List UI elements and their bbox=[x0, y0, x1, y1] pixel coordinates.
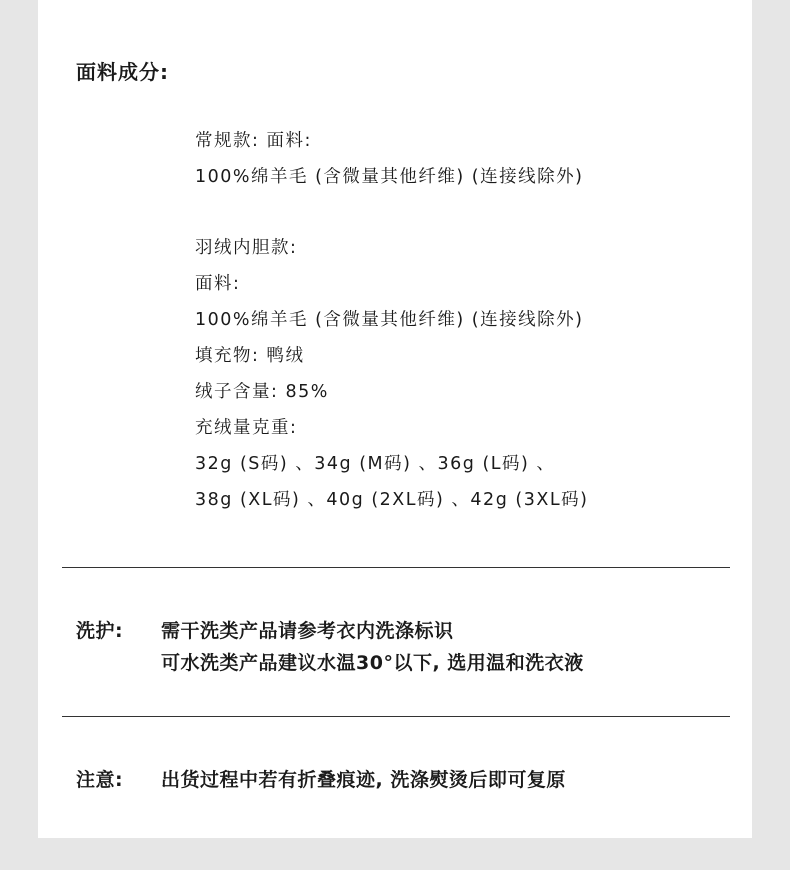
care-line-wash: 可水洗类产品建议水温30°以下, 选用温和洗衣液 bbox=[161, 652, 584, 674]
note-label: 注意: bbox=[76, 769, 124, 791]
fill-weight-sizes-1: 32g (S码) 、34g (M码) 、36g (L码) 、 bbox=[195, 454, 556, 474]
down-liner-label: 羽绒内胆款: bbox=[195, 238, 298, 258]
fill-weight-label: 充绒量克重: bbox=[195, 418, 298, 438]
care-section bbox=[76, 616, 454, 643]
down-content-text: 绒子含量: 85% bbox=[195, 382, 329, 402]
fill-weight-sizes-2: 38g (XL码) 、40g (2XL码) 、42g (3XL码) bbox=[195, 490, 589, 510]
down-liner-composition bbox=[195, 230, 588, 518]
regular-style-composition bbox=[195, 123, 583, 195]
section-divider bbox=[62, 716, 730, 717]
regular-fabric-content: 100%绵羊毛 (含微量其他纤维) (连接线除外) bbox=[195, 167, 584, 187]
care-label: 洗护: bbox=[76, 620, 124, 642]
note-text: 出货过程中若有折叠痕迹, 洗涤熨烫后即可复原 bbox=[161, 769, 566, 791]
product-info-card bbox=[38, 0, 752, 838]
care-section-continued bbox=[161, 648, 584, 675]
note-section bbox=[76, 765, 566, 792]
regular-style-label: 常规款: 面料: bbox=[195, 131, 312, 151]
composition-heading: 面料成分: bbox=[76, 60, 169, 84]
filling-text: 填充物: 鸭绒 bbox=[195, 346, 305, 366]
section-divider bbox=[62, 567, 730, 568]
care-line-dry-clean: 需干洗类产品请参考衣内洗涤标识 bbox=[161, 620, 454, 642]
down-fabric-content: 100%绵羊毛 (含微量其他纤维) (连接线除外) bbox=[195, 310, 584, 330]
down-fabric-label: 面料: bbox=[195, 274, 241, 294]
